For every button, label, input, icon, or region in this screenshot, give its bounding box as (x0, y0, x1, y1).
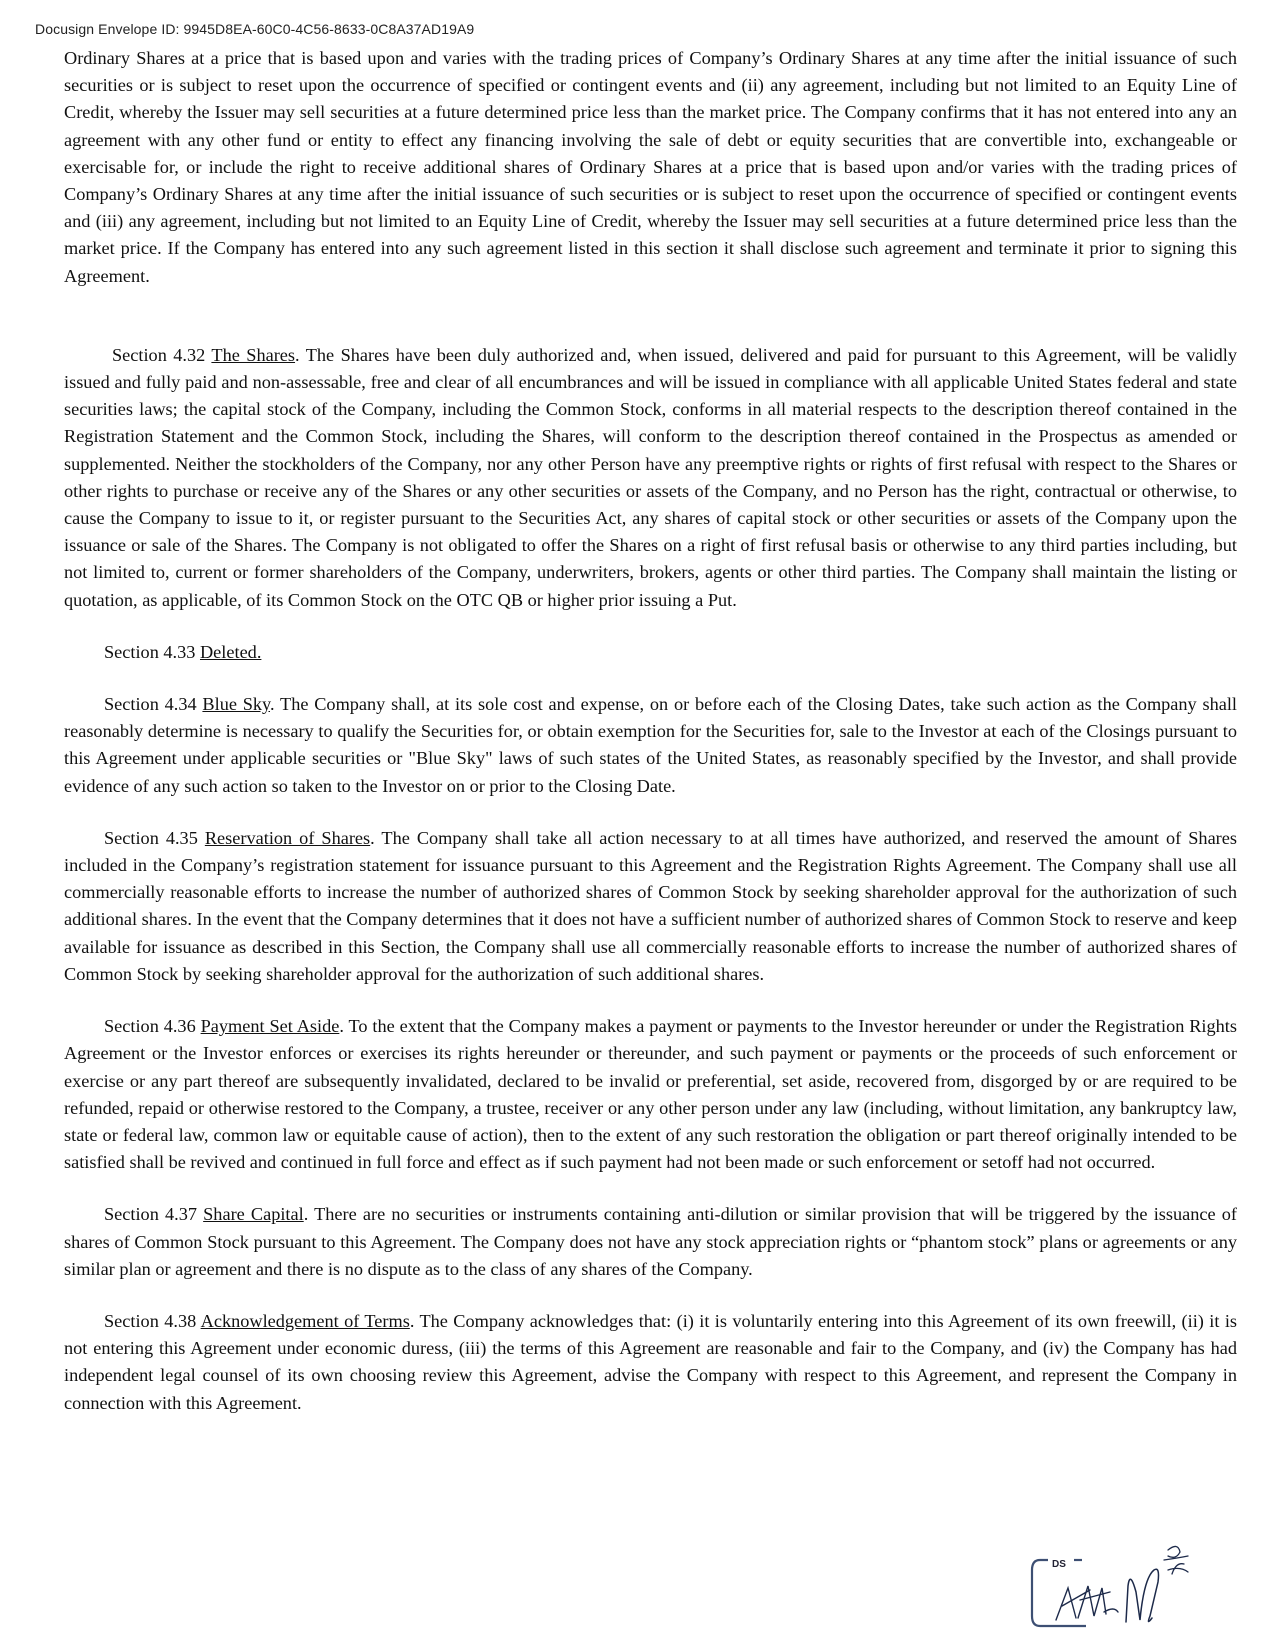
section-body: . There are no securities or instruments containing anti-dilution or similar provision that will be triggered by the issuance of shares of Common Stock pursuant to this Agreement. The Company does not have any stock appreciation rights or “phantom stock” plans or agreements or any similar plan or agreement and there is no dispute as to the class of any shares of the Company. (64, 1204, 1237, 1279)
section-title: Deleted. (199, 641, 262, 662)
section-number: Section 4.38 (104, 1310, 197, 1331)
docusign-stamp-label: DS (1052, 1559, 1066, 1570)
section-number: Section 4.33 (104, 641, 196, 662)
document-body (64, 45, 1237, 1417)
section-title: Share Capital (203, 1204, 304, 1225)
initials-signature (1018, 1530, 1233, 1640)
section-4-32 (64, 342, 1237, 614)
section-body: . The Company acknowledges that: (i) it is voluntarily entering into this Agreement of its own freewill, (ii) it is not entering this Agreement under economic duress, (iii) the terms of this Agreement are reasonable and fair to the Company, and (iv) the Company has had independent legal counsel of its own choosing review this Agreement, advise the Company with respect to this Agreement, and represent the Company in connection with this Agreement. (64, 1310, 1238, 1413)
section-4-35 (64, 825, 1237, 988)
section-number: Section 4.34 (104, 694, 197, 715)
section-title: Blue Sky (202, 694, 270, 715)
section-4-37 (64, 1201, 1237, 1283)
section-body: . The Company shall, at its sole cost and expense, on or before each of the Closing Dates, take such action as the Company shall reasonably determine is necessary to qualify the Securities for, or obtain exemption for the Securities for, sale to the Investor at each of the Closings pursuant to this Agreement under applicable securities or "Blue Sky" laws of such states of the United States, as reasonably specified by the Investor, and shall provide evidence of any such action so taken to the Investor on or prior to the Closing Date. (64, 694, 1238, 796)
section-body: . The Company shall take all action necessary to at all times have authorized, and reserved the amount of Shares included in the Company’s registration statement for issuance pursuant to this Agreement and the Registration Rights Agreement. The Company shall use all commercially reasonable efforts to increase the number of authorized shares of Common Stock by seeking shareholder approval for the authorization of such additional shares. In the event that the Company determines that it does not have a sufficient number of authorized shares of Common Stock to reserve and keep available for issuance as described in this Section, the Company shall use all commercially reasonable efforts to increase the number of authorized shares of Common Stock by seeking shareholder approval for the authorization of such additional shares. (64, 827, 1237, 984)
section-title: Acknowledgement of Terms (200, 1310, 410, 1331)
section-number: Section 4.35 (104, 827, 198, 848)
signature-graphic (1018, 1530, 1233, 1640)
section-body: . To the extent that the Company makes a payment or payments to the Investor hereunder or under the Registration Rights Agreement or the Investor enforces or exercises its rights hereunder or thereunder, and such payment or payments or the proceeds of such enforcement or exercise or any part thereof are subsequently invalidated, declared to be invalid or preferential, set aside, recovered from, disgorged by or are required to be refunded, repaid or otherwise restored to the Company, a trustee, receiver or any other person under any law (including, without limitation, any bankruptcy law, state or federal law, common law or equitable cause of action), then to the extent of any such restoration the obligation or part thereof originally intended to be satisfied shall be revived and continued in full force and effect as if such payment had not been made or such enforcement or setoff had not occurred. (64, 1016, 1237, 1173)
section-4-34 (64, 691, 1237, 800)
section-title: The Shares (211, 344, 296, 365)
section-number: Section 4.37 (104, 1204, 197, 1225)
docusign-envelope-id: Docusign Envelope ID: 9945D8EA-60C0-4C56-8633-0C8A37AD19A9 (35, 21, 475, 37)
section-number: Section 4.32 (112, 344, 206, 365)
intro-paragraph: Ordinary Shares at a price that is based upon and varies with the trading prices of Company’s Ordinary Shares at any time after the initial issuance of such securities or is subject to reset upon the occurrence of specified or contingent events and (ii) any agreement, including but not limited to an Equity Line of Credit, whereby the Issuer may sell securities at a future determined price less than the market price. The Company confirms that it has not entered into any an agreement with any other fund or entity to effect any financing involving the sale of debt or equity securities that are convertible into, exchangeable or exercisable for, or include the right to receive additional shares of Ordinary Shares at a price that is based upon and/or varies with the trading prices of Company’s Ordinary Shares at any time after the initial issuance of such securities or is subject to reset upon the occurrence of specified or contingent events and (iii) any agreement, including but not limited to an Equity Line of Credit, whereby the Issuer may sell securities at a future determined price less than the market price. If the Company has entered into any such agreement listed in this section it shall disclose such agreement and terminate it prior to signing this Agreement. (64, 48, 1237, 286)
section-number: Section 4.36 (104, 1016, 196, 1037)
section-4-36 (64, 1013, 1237, 1176)
section-title: Payment Set Aside (200, 1016, 340, 1037)
section-title: Reservation of Shares (204, 827, 371, 848)
section-body: . The Shares have been duly authorized and, when issued, delivered and paid for pursuant to this Agreement, will be validly issued and fully paid and non-assessable, free and clear of all encumbrances and will be issued in compliance with all applicable United States federal and state securities laws; the capital stock of the Company, including the Common Stock, conforms in all material respects to the description thereof contained in the Registration Statement and the Common Stock, including the Shares, will conform to the description thereof contained in the Prospectus as amended or supplemented. Neither the stockholders of the Company, nor any other Person have any preemptive rights or rights of first refusal with respect to the Shares or other rights to purchase or receive any of the Shares or any other securities or assets of the Company, and no Person has the right, contractual or otherwise, to cause the Company to issue to it, or register pursuant to the Securities Act, any shares of capital stock or other securities or assets of the Company upon the issuance or sale of the Shares. The Company is not obligated to offer the Shares on a right of first refusal basis or otherwise to any third parties including, but not limited to, current or former shareholders of the Company, underwriters, brokers, agents or other third parties. The Company shall maintain the listing or quotation, as applicable, of its Common Stock on the OTC QB or higher prior issuing a Put. (64, 344, 1237, 610)
section-4-33 (64, 639, 1237, 666)
section-4-38 (64, 1308, 1237, 1417)
